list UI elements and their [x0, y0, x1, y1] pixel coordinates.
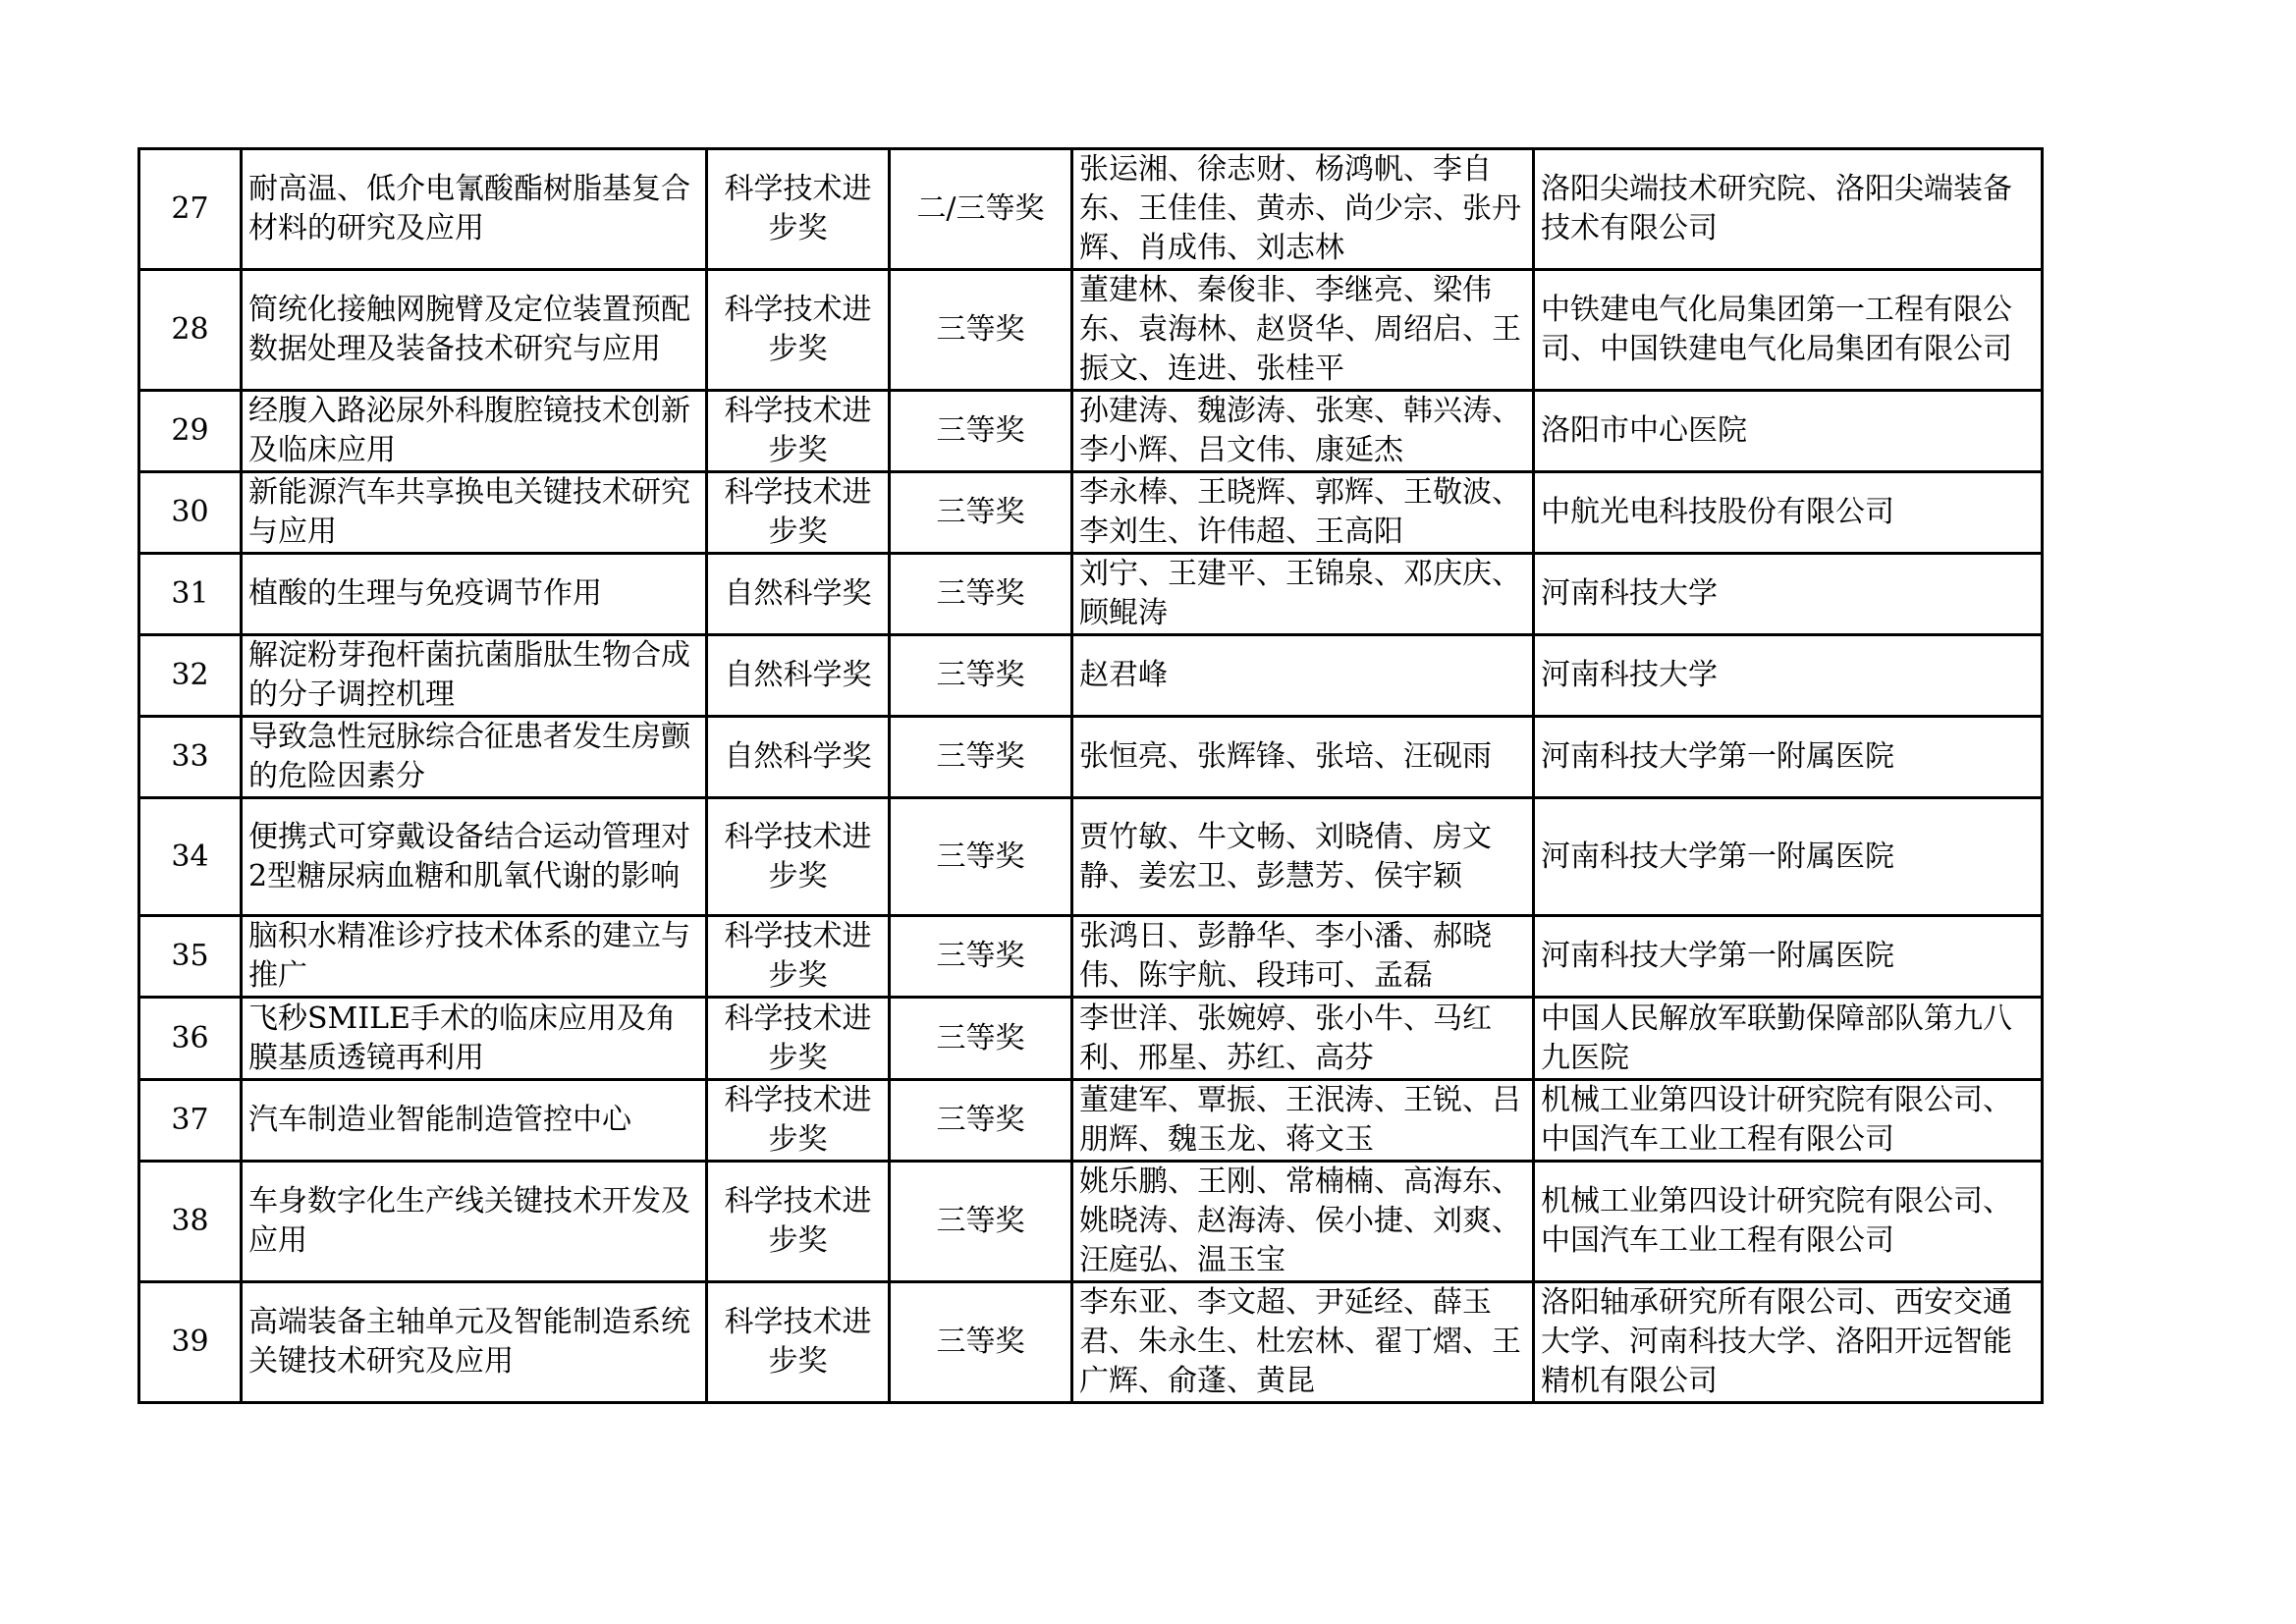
award-recipients: 姚乐鹏、王刚、常楠楠、高海东、姚晓涛、赵海涛、侯小捷、刘爽、汪庭弘、温玉宝: [1072, 1162, 1534, 1282]
row-number: 37: [139, 1080, 242, 1162]
table-row: [139, 1162, 2043, 1282]
award-type: 科学技术进步奖: [707, 998, 890, 1080]
award-grade: 三等奖: [890, 270, 1072, 391]
table-row: [139, 635, 2043, 717]
award-grade: 三等奖: [890, 554, 1072, 635]
row-number: 29: [139, 391, 242, 472]
organization: 河南科技大学: [1534, 635, 2043, 717]
organization: 中铁建电气化局集团第一工程有限公司、中国铁建电气化局集团有限公司: [1534, 270, 2043, 391]
project-name: 车身数字化生产线关键技术开发及应用: [242, 1162, 707, 1282]
table-row: [139, 717, 2043, 798]
organization: 河南科技大学第一附属医院: [1534, 916, 2043, 998]
organization: 机械工业第四设计研究院有限公司、中国汽车工业工程有限公司: [1534, 1162, 2043, 1282]
row-number: 32: [139, 635, 242, 717]
organization: 中航光电科技股份有限公司: [1534, 472, 2043, 554]
project-name: 导致急性冠脉综合征患者发生房颤的危险因素分: [242, 717, 707, 798]
award-recipients: 李东亚、李文超、尹延经、薛玉君、朱永生、杜宏林、翟丁熠、王广辉、俞蓬、黄昆: [1072, 1282, 1534, 1403]
project-name: 耐高温、低介电氰酸酯树脂基复合材料的研究及应用: [242, 149, 707, 270]
award-recipients: 李世洋、张婉婷、张小牛、马红利、邢星、苏红、高芬: [1072, 998, 1534, 1080]
table-row: [139, 472, 2043, 554]
award-type: 科学技术进步奖: [707, 270, 890, 391]
award-type: 科学技术进步奖: [707, 1162, 890, 1282]
organization: 洛阳尖端技术研究院、洛阳尖端装备技术有限公司: [1534, 149, 2043, 270]
award-recipients: 贾竹敏、牛文畅、刘晓倩、房文静、姜宏卫、彭慧芳、侯宇颖: [1072, 798, 1534, 916]
award-type: 科学技术进步奖: [707, 798, 890, 916]
organization: 机械工业第四设计研究院有限公司、中国汽车工业工程有限公司: [1534, 1080, 2043, 1162]
row-number: 31: [139, 554, 242, 635]
table-row: [139, 554, 2043, 635]
row-number: 39: [139, 1282, 242, 1403]
award-grade: 三等奖: [890, 1282, 1072, 1403]
award-recipients: 刘宁、王建平、王锦泉、邓庆庆、顾鲲涛: [1072, 554, 1534, 635]
project-name: 新能源汽车共享换电关键技术研究与应用: [242, 472, 707, 554]
row-number: 36: [139, 998, 242, 1080]
row-number: 33: [139, 717, 242, 798]
award-type: 科学技术进步奖: [707, 149, 890, 270]
award-grade: 三等奖: [890, 635, 1072, 717]
table-row: [139, 391, 2043, 472]
awards-table-body: [139, 149, 2043, 1403]
table-row: [139, 798, 2043, 916]
award-type: 科学技术进步奖: [707, 916, 890, 998]
project-name: 飞秒SMILE手术的临床应用及角膜基质透镜再利用: [242, 998, 707, 1080]
award-grade: 三等奖: [890, 916, 1072, 998]
award-recipients: 张鸿日、彭静华、李小潘、郝晓伟、陈宇航、段玮可、孟磊: [1072, 916, 1534, 998]
project-name: 植酸的生理与免疫调节作用: [242, 554, 707, 635]
award-grade: 三等奖: [890, 998, 1072, 1080]
award-grade: 二/三等奖: [890, 149, 1072, 270]
award-recipients: 赵君峰: [1072, 635, 1534, 717]
award-recipients: 张恒亮、张辉锋、张培、汪砚雨: [1072, 717, 1534, 798]
award-type: 科学技术进步奖: [707, 472, 890, 554]
award-grade: 三等奖: [890, 1080, 1072, 1162]
organization: 中国人民解放军联勤保障部队第九八九医院: [1534, 998, 2043, 1080]
project-name: 简统化接触网腕臂及定位装置预配数据处理及装备技术研究与应用: [242, 270, 707, 391]
awards-table: [137, 147, 2044, 1404]
award-grade: 三等奖: [890, 472, 1072, 554]
award-grade: 三等奖: [890, 798, 1072, 916]
award-type: 科学技术进步奖: [707, 1282, 890, 1403]
award-grade: 三等奖: [890, 1162, 1072, 1282]
table-row: [139, 1080, 2043, 1162]
award-recipients: 董建军、覃振、王泯涛、王锐、吕朋辉、魏玉龙、蒋文玉: [1072, 1080, 1534, 1162]
project-name: 脑积水精准诊疗技术体系的建立与推广: [242, 916, 707, 998]
award-grade: 三等奖: [890, 717, 1072, 798]
award-recipients: 董建林、秦俊非、李继亮、梁伟东、袁海林、赵贤华、周绍启、王振文、连进、张桂平: [1072, 270, 1534, 391]
award-type: 科学技术进步奖: [707, 391, 890, 472]
row-number: 27: [139, 149, 242, 270]
award-type: 自然科学奖: [707, 635, 890, 717]
row-number: 30: [139, 472, 242, 554]
project-name: 汽车制造业智能制造管控中心: [242, 1080, 707, 1162]
award-recipients: 张运湘、徐志财、杨鸿帆、李自东、王佳佳、黄赤、尚少宗、张丹辉、肖成伟、刘志林: [1072, 149, 1534, 270]
award-type: 自然科学奖: [707, 717, 890, 798]
organization: 洛阳市中心医院: [1534, 391, 2043, 472]
project-name: 经腹入路泌尿外科腹腔镜技术创新及临床应用: [242, 391, 707, 472]
row-number: 38: [139, 1162, 242, 1282]
organization: 河南科技大学第一附属医院: [1534, 798, 2043, 916]
organization: 河南科技大学第一附属医院: [1534, 717, 2043, 798]
table-row: [139, 916, 2043, 998]
row-number: 28: [139, 270, 242, 391]
award-recipients: 孙建涛、魏澎涛、张寒、韩兴涛、李小辉、吕文伟、康延杰: [1072, 391, 1534, 472]
organization: 河南科技大学: [1534, 554, 2043, 635]
award-grade: 三等奖: [890, 391, 1072, 472]
project-name: 便携式可穿戴设备结合运动管理对2型糖尿病血糖和肌氧代谢的影响: [242, 798, 707, 916]
award-type: 自然科学奖: [707, 554, 890, 635]
award-type: 科学技术进步奖: [707, 1080, 890, 1162]
table-row: [139, 270, 2043, 391]
project-name: 解淀粉芽孢杆菌抗菌脂肽生物合成的分子调控机理: [242, 635, 707, 717]
table-row: [139, 998, 2043, 1080]
award-recipients: 李永棒、王晓辉、郭辉、王敬波、李刘生、许伟超、王高阳: [1072, 472, 1534, 554]
project-name: 高端装备主轴单元及智能制造系统关键技术研究及应用: [242, 1282, 707, 1403]
organization: 洛阳轴承研究所有限公司、西安交通大学、河南科技大学、洛阳开远智能精机有限公司: [1534, 1282, 2043, 1403]
table-row: [139, 1282, 2043, 1403]
table-row: [139, 149, 2043, 270]
row-number: 35: [139, 916, 242, 998]
row-number: 34: [139, 798, 242, 916]
